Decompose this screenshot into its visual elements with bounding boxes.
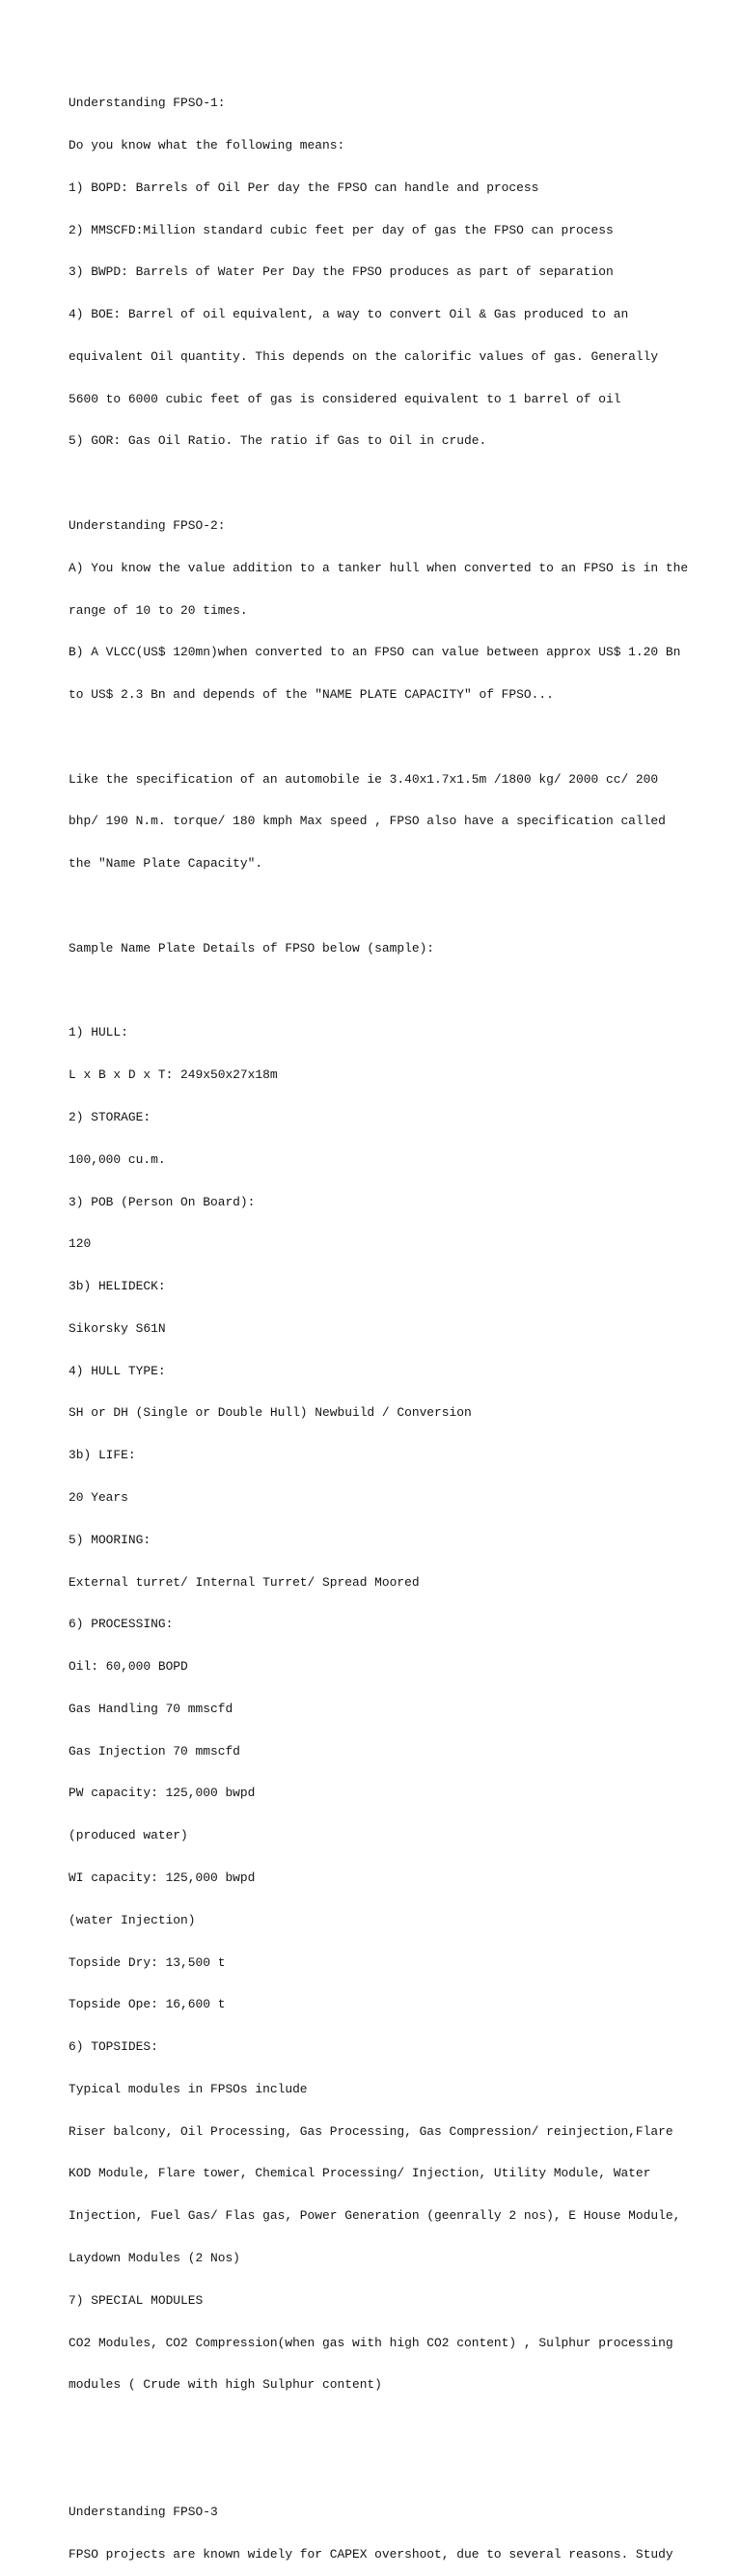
- spec-label: 2) STORAGE:: [69, 1109, 151, 1124]
- text-line: 4) BOE: Barrel of oil equivalent, a way to convert Oil & Gas produced to an: [69, 307, 629, 322]
- spec-value: Gas Injection 70 mmscfd: [69, 1743, 240, 1759]
- text-line: 3) BWPD: Barrels of Water Per Day the FPSO produces as part of separation: [69, 264, 614, 280]
- spec-value: CO2 Modules, CO2 Compression(when gas with high CO2 content) , Sulphur processing: [69, 2335, 673, 2350]
- spec-label: 3) POB (Person On Board):: [69, 1194, 256, 1209]
- spec-value: Injection, Fuel Gas/ Flas gas, Power Generation (geenrally 2 nos), E House Module,: [69, 2208, 681, 2224]
- spec-value: Oil: 60,000 BOPD: [69, 1659, 188, 1675]
- spec-value: 100,000 cu.m.: [69, 1151, 166, 1167]
- spec-value: L x B x D x T: 249x50x27x18m: [69, 1067, 278, 1083]
- spec-label: 3b) LIFE:: [69, 1448, 136, 1463]
- spec-label: 7) SPECIAL MODULES: [69, 2292, 204, 2308]
- spec-value: Gas Handling 70 mmscfd: [69, 1701, 233, 1716]
- spec-label: 1) HULL:: [69, 1025, 128, 1040]
- spec-value: modules ( Crude with high Sulphur content): [69, 2377, 382, 2393]
- blank-line: [69, 984, 686, 999]
- spec-label: 3b) HELIDECK:: [69, 1279, 166, 1294]
- spec-value: (produced water): [69, 1828, 188, 1843]
- spec-value: External turret/ Internal Turret/ Spread Moored: [69, 1574, 420, 1590]
- spec-value: (water Injection): [69, 1912, 196, 1927]
- section-heading-fpso-1: Understanding FPSO-1:: [69, 96, 226, 111]
- text-line: 1) BOPD: Barrels of Oil Per day the FPSO can handle and process: [69, 180, 539, 195]
- text-line: A) You know the value addition to a tanker hull when converted to an FPSO is in the: [69, 560, 689, 575]
- document-page: [69, 69, 689, 2576]
- spec-value: PW capacity: 125,000 bwpd: [69, 1786, 256, 1801]
- section-heading-fpso-3: Understanding FPSO-3: [69, 2504, 218, 2519]
- blank-line: [69, 477, 686, 491]
- blank-line: [69, 2463, 686, 2478]
- blank-line: [69, 731, 686, 745]
- spec-value: SH or DH (Single or Double Hull) Newbuild / Conversion: [69, 1405, 472, 1421]
- spec-value: Topside Ope: 16,600 t: [69, 1997, 226, 2012]
- spec-label: 6) PROCESSING:: [69, 1617, 174, 1632]
- text-line: 5) GOR: Gas Oil Ratio. The ratio if Gas to Oil in crude.: [69, 433, 487, 449]
- text-line: to US$ 2.3 Bn and depends of the "NAME PLATE CAPACITY" of FPSO...: [69, 687, 554, 703]
- spec-value: WI capacity: 125,000 bwpd: [69, 1870, 256, 1885]
- text-line: Sample Name Plate Details of FPSO below (sample):: [69, 940, 435, 956]
- spec-value: KOD Module, Flare tower, Chemical Processing/ Injection, Utility Module, Water: [69, 2166, 651, 2181]
- text-line: Do you know what the following means:: [69, 137, 345, 152]
- text-line: 2) MMSCFD:Million standard cubic feet per day of gas the FPSO can process: [69, 222, 614, 237]
- text-line: B) A VLCC(US$ 120mn)when converted to an FPSO can value between approx US$ 1.20 Bn: [69, 645, 681, 660]
- blank-line: [69, 900, 686, 914]
- section-heading-fpso-2: Understanding FPSO-2:: [69, 518, 226, 533]
- spec-label: 6) TOPSIDES:: [69, 2039, 158, 2055]
- blank-line: [69, 2421, 686, 2435]
- spec-label: 5) MOORING:: [69, 1532, 151, 1547]
- spec-label: 4) HULL TYPE:: [69, 1363, 166, 1378]
- text-line: Like the specification of an automobile ie 3.40x1.7x1.5m /1800 kg/ 2000 cc/ 200: [69, 771, 659, 787]
- spec-value: 20 Years: [69, 1489, 128, 1505]
- text-line: the "Name Plate Capacity".: [69, 856, 263, 872]
- text-line: range of 10 to 20 times.: [69, 602, 248, 618]
- text-line: equivalent Oil quantity. This depends on the calorific values of gas. Generally: [69, 348, 659, 364]
- spec-value: Topside Dry: 13,500 t: [69, 1954, 226, 1970]
- text-line: bhp/ 190 N.m. torque/ 180 kmph Max speed , FPSO also have a specification called: [69, 814, 666, 829]
- spec-value: Laydown Modules (2 Nos): [69, 2251, 240, 2266]
- spec-value: Riser balcony, Oil Processing, Gas Processing, Gas Compression/ reinjection,Flare: [69, 2123, 673, 2139]
- spec-value: 120: [69, 1236, 92, 1252]
- text-line: 5600 to 6000 cubic feet of gas is considered equivalent to 1 barrel of oil: [69, 391, 621, 406]
- spec-value: Sikorsky S61N: [69, 1320, 166, 1336]
- spec-value: Typical modules in FPSOs include: [69, 2081, 308, 2096]
- text-line: FPSO projects are known widely for CAPEX overshoot, due to several reasons. Study: [69, 2546, 673, 2562]
